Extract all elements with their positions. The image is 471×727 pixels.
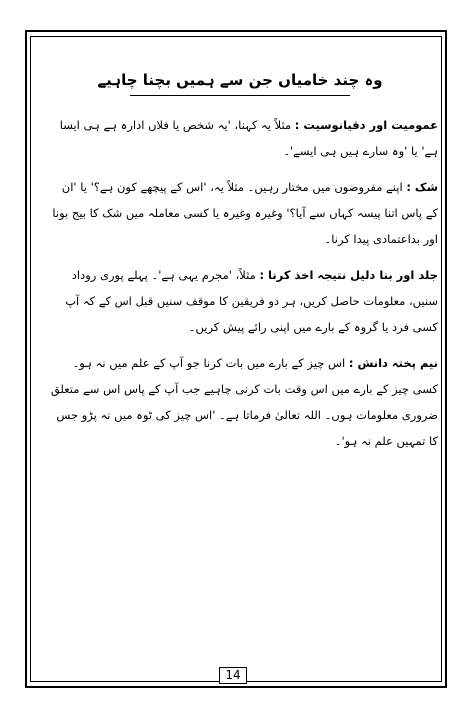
paragraph-text: مثلاً یہ کہنا، 'یہ شخص یا فلاں ادارہ ہے ہی ایسا ہے' یا 'وہ سارے ہیں ہی ایسے'۔ (59, 118, 438, 158)
paragraph-text: اپنے مفروضوں میں مختار رہیں۔ مثلاً یہ، 'اس کے پیچھے کون ہے؟' یا 'ان کے پاس اتنا پیسہ کہاں سے آیا؟' وغیرہ وغیرہ یا کسی معاملہ میں شک کا بیج بونا اور بداعتمادی پیدا کرنا۔ (52, 180, 438, 246)
body-text (48, 112, 438, 464)
paragraph-term: عمومیت اور دقیانوسیت : (294, 118, 438, 132)
page-number: 14 (219, 667, 247, 684)
paragraph-hasty-conclusion (48, 262, 438, 340)
paragraph-term: نیم پختہ دانش : (348, 356, 438, 370)
paragraph-doubt (48, 174, 438, 252)
page-title: وہ چند خامیاں جن سے ہمیں بچنا چاہیے (97, 71, 383, 89)
paragraph-term: شک : (406, 180, 438, 194)
paragraph-half-knowledge (48, 350, 438, 454)
paragraph-text: مثلاً، 'مجرم یہی ہے'۔ پہلے پوری روداد سنیں، معلومات حاصل کریں، ہر دو فریقین کا موقف سنیں قبل اس کے کہ آپ کسی فرد یا گروہ کے بارے میں اپنی رائے پیش کریں۔ (65, 268, 438, 334)
paragraph-text: اس چیز کے بارے میں بات کرنا جو آپ کے علم میں نہ ہو۔ کسی چیز کے بارے میں اس وقت بات کرنی چاہیے جب آپ کے پاس اس سے متعلق ضروری معلومات ہوں۔ اللہ تعالیٰ فرماتا ہے۔ 'اس چیز کی ٹوہ میں نہ پڑو جس کا تمہیں علم نہ ہو'۔ (50, 356, 438, 448)
title-underline (130, 95, 350, 96)
paragraph-term: جلد اور بنا دلیل نتیجہ اخذ کرنا : (259, 268, 438, 282)
paragraph-generalization (48, 112, 438, 164)
